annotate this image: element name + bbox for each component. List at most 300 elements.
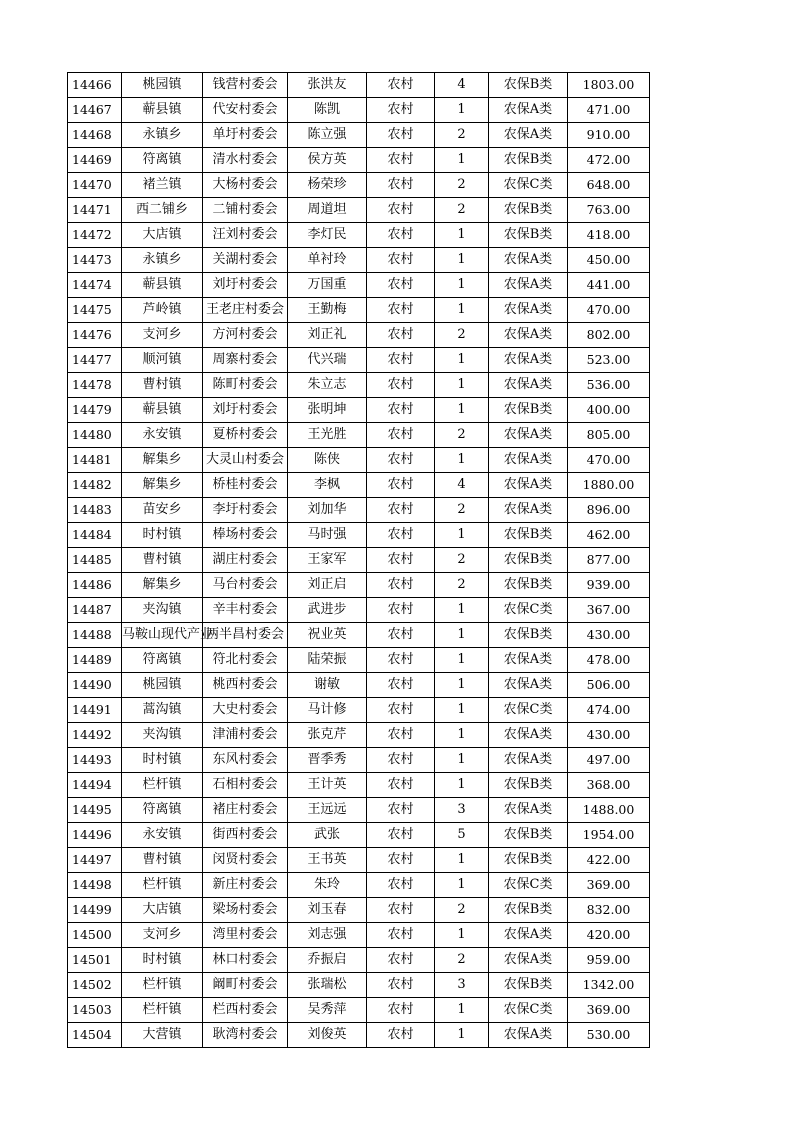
household-count-cell: 1 bbox=[435, 448, 489, 473]
amount-cell: 877.00 bbox=[568, 548, 650, 573]
area-type-cell: 农村 bbox=[367, 673, 435, 698]
area-type-cell: 农村 bbox=[367, 723, 435, 748]
category-cell: 农保A类 bbox=[489, 923, 568, 948]
village-committee-cell: 符北村委会 bbox=[203, 648, 288, 673]
name-cell: 侯方英 bbox=[288, 148, 367, 173]
table-row bbox=[68, 248, 650, 273]
township-cell: 大店镇 bbox=[122, 223, 203, 248]
area-type-cell: 农村 bbox=[367, 823, 435, 848]
household-count-cell: 2 bbox=[435, 948, 489, 973]
table-row bbox=[68, 998, 650, 1023]
village-committee-cell: 刘圩村委会 bbox=[203, 273, 288, 298]
village-committee-cell: 栏西村委会 bbox=[203, 998, 288, 1023]
township-cell: 桃园镇 bbox=[122, 673, 203, 698]
record-id-cell: 14488 bbox=[68, 623, 122, 648]
name-cell: 周道坦 bbox=[288, 198, 367, 223]
amount-cell: 420.00 bbox=[568, 923, 650, 948]
household-count-cell: 2 bbox=[435, 323, 489, 348]
village-committee-cell: 桃西村委会 bbox=[203, 673, 288, 698]
table-row bbox=[68, 673, 650, 698]
village-committee-cell: 汪刘村委会 bbox=[203, 223, 288, 248]
category-cell: 农保A类 bbox=[489, 948, 568, 973]
amount-cell: 506.00 bbox=[568, 673, 650, 698]
area-type-cell: 农村 bbox=[367, 523, 435, 548]
household-count-cell: 2 bbox=[435, 498, 489, 523]
category-cell: 农保B类 bbox=[489, 623, 568, 648]
household-count-cell: 1 bbox=[435, 148, 489, 173]
record-id-cell: 14504 bbox=[68, 1023, 122, 1048]
category-cell: 农保B类 bbox=[489, 398, 568, 423]
household-count-cell: 1 bbox=[435, 398, 489, 423]
township-cell: 曹村镇 bbox=[122, 848, 203, 873]
area-type-cell: 农村 bbox=[367, 248, 435, 273]
record-id-cell: 14501 bbox=[68, 948, 122, 973]
data-table bbox=[67, 72, 650, 1048]
household-count-cell: 1 bbox=[435, 248, 489, 273]
category-cell: 农保B类 bbox=[489, 223, 568, 248]
name-cell: 李枫 bbox=[288, 473, 367, 498]
township-cell: 曹村镇 bbox=[122, 373, 203, 398]
table-row bbox=[68, 298, 650, 323]
area-type-cell: 农村 bbox=[367, 948, 435, 973]
name-cell: 张洪友 bbox=[288, 73, 367, 98]
village-committee-cell: 湾里村委会 bbox=[203, 923, 288, 948]
area-type-cell: 农村 bbox=[367, 273, 435, 298]
name-cell: 陈侠 bbox=[288, 448, 367, 473]
area-type-cell: 农村 bbox=[367, 873, 435, 898]
township-cell: 时村镇 bbox=[122, 523, 203, 548]
village-committee-cell: 褚庄村委会 bbox=[203, 798, 288, 823]
household-count-cell: 1 bbox=[435, 1023, 489, 1048]
table-row bbox=[68, 198, 650, 223]
record-id-cell: 14497 bbox=[68, 848, 122, 873]
village-committee-cell: 夏桥村委会 bbox=[203, 423, 288, 448]
household-count-cell: 2 bbox=[435, 173, 489, 198]
record-id-cell: 14490 bbox=[68, 673, 122, 698]
township-cell: 蒿沟镇 bbox=[122, 698, 203, 723]
name-cell: 李灯民 bbox=[288, 223, 367, 248]
category-cell: 农保C类 bbox=[489, 873, 568, 898]
amount-cell: 418.00 bbox=[568, 223, 650, 248]
record-id-cell: 14477 bbox=[68, 348, 122, 373]
amount-cell: 1342.00 bbox=[568, 973, 650, 998]
area-type-cell: 农村 bbox=[367, 473, 435, 498]
category-cell: 农保B类 bbox=[489, 573, 568, 598]
amount-cell: 471.00 bbox=[568, 98, 650, 123]
village-committee-cell: 两半昌村委会 bbox=[203, 623, 288, 648]
household-count-cell: 4 bbox=[435, 73, 489, 98]
amount-cell: 802.00 bbox=[568, 323, 650, 348]
amount-cell: 497.00 bbox=[568, 748, 650, 773]
record-id-cell: 14502 bbox=[68, 973, 122, 998]
area-type-cell: 农村 bbox=[367, 798, 435, 823]
area-type-cell: 农村 bbox=[367, 598, 435, 623]
record-id-cell: 14486 bbox=[68, 573, 122, 598]
name-cell: 单衬玲 bbox=[288, 248, 367, 273]
township-cell: 栏杆镇 bbox=[122, 773, 203, 798]
record-id-cell: 14475 bbox=[68, 298, 122, 323]
village-committee-cell: 阚町村委会 bbox=[203, 973, 288, 998]
name-cell: 刘加华 bbox=[288, 498, 367, 523]
table-row bbox=[68, 523, 650, 548]
amount-cell: 939.00 bbox=[568, 573, 650, 598]
category-cell: 农保C类 bbox=[489, 998, 568, 1023]
record-id-cell: 14469 bbox=[68, 148, 122, 173]
category-cell: 农保A类 bbox=[489, 798, 568, 823]
category-cell: 农保A类 bbox=[489, 248, 568, 273]
village-committee-cell: 陈町村委会 bbox=[203, 373, 288, 398]
category-cell: 农保A类 bbox=[489, 473, 568, 498]
category-cell: 农保C类 bbox=[489, 598, 568, 623]
area-type-cell: 农村 bbox=[367, 373, 435, 398]
amount-cell: 470.00 bbox=[568, 298, 650, 323]
village-committee-cell: 湖庄村委会 bbox=[203, 548, 288, 573]
record-id-cell: 14468 bbox=[68, 123, 122, 148]
name-cell: 万国重 bbox=[288, 273, 367, 298]
record-id-cell: 14473 bbox=[68, 248, 122, 273]
table-row bbox=[68, 323, 650, 348]
township-cell: 栏杆镇 bbox=[122, 973, 203, 998]
category-cell: 农保B类 bbox=[489, 823, 568, 848]
township-cell: 顺河镇 bbox=[122, 348, 203, 373]
record-id-cell: 14466 bbox=[68, 73, 122, 98]
record-id-cell: 14480 bbox=[68, 423, 122, 448]
category-cell: 农保A类 bbox=[489, 423, 568, 448]
table-row bbox=[68, 473, 650, 498]
name-cell: 朱玲 bbox=[288, 873, 367, 898]
category-cell: 农保B类 bbox=[489, 198, 568, 223]
township-cell: 栏杆镇 bbox=[122, 998, 203, 1023]
name-cell: 张克芹 bbox=[288, 723, 367, 748]
name-cell: 祝业英 bbox=[288, 623, 367, 648]
amount-cell: 896.00 bbox=[568, 498, 650, 523]
amount-cell: 422.00 bbox=[568, 848, 650, 873]
category-cell: 农保B类 bbox=[489, 148, 568, 173]
category-cell: 农保A类 bbox=[489, 273, 568, 298]
table-row bbox=[68, 448, 650, 473]
amount-cell: 805.00 bbox=[568, 423, 650, 448]
township-cell: 永安镇 bbox=[122, 823, 203, 848]
area-type-cell: 农村 bbox=[367, 748, 435, 773]
name-cell: 谢敏 bbox=[288, 673, 367, 698]
record-id-cell: 14478 bbox=[68, 373, 122, 398]
amount-cell: 1880.00 bbox=[568, 473, 650, 498]
record-id-cell: 14479 bbox=[68, 398, 122, 423]
record-id-cell: 14484 bbox=[68, 523, 122, 548]
table-row bbox=[68, 948, 650, 973]
amount-cell: 430.00 bbox=[568, 723, 650, 748]
amount-cell: 959.00 bbox=[568, 948, 650, 973]
household-count-cell: 1 bbox=[435, 273, 489, 298]
area-type-cell: 农村 bbox=[367, 198, 435, 223]
area-type-cell: 农村 bbox=[367, 923, 435, 948]
household-count-cell: 2 bbox=[435, 123, 489, 148]
village-committee-cell: 桥桂村委会 bbox=[203, 473, 288, 498]
village-committee-cell: 李圩村委会 bbox=[203, 498, 288, 523]
amount-cell: 1954.00 bbox=[568, 823, 650, 848]
village-committee-cell: 新庄村委会 bbox=[203, 873, 288, 898]
household-count-cell: 1 bbox=[435, 923, 489, 948]
table-row bbox=[68, 848, 650, 873]
household-count-cell: 1 bbox=[435, 723, 489, 748]
table-row bbox=[68, 823, 650, 848]
table-row bbox=[68, 623, 650, 648]
table-row bbox=[68, 73, 650, 98]
table-row bbox=[68, 923, 650, 948]
category-cell: 农保A类 bbox=[489, 448, 568, 473]
category-cell: 农保A类 bbox=[489, 748, 568, 773]
township-cell: 符离镇 bbox=[122, 148, 203, 173]
village-committee-cell: 马台村委会 bbox=[203, 573, 288, 598]
table-row bbox=[68, 973, 650, 998]
record-id-cell: 14496 bbox=[68, 823, 122, 848]
name-cell: 吴秀萍 bbox=[288, 998, 367, 1023]
category-cell: 农保A类 bbox=[489, 373, 568, 398]
record-id-cell: 14476 bbox=[68, 323, 122, 348]
name-cell: 张瑞松 bbox=[288, 973, 367, 998]
amount-cell: 441.00 bbox=[568, 273, 650, 298]
township-cell: 芦岭镇 bbox=[122, 298, 203, 323]
name-cell: 王书英 bbox=[288, 848, 367, 873]
household-count-cell: 2 bbox=[435, 898, 489, 923]
household-count-cell: 1 bbox=[435, 748, 489, 773]
township-cell: 时村镇 bbox=[122, 948, 203, 973]
amount-cell: 369.00 bbox=[568, 998, 650, 1023]
village-committee-cell: 辛丰村委会 bbox=[203, 598, 288, 623]
amount-cell: 400.00 bbox=[568, 398, 650, 423]
name-cell: 刘正启 bbox=[288, 573, 367, 598]
village-committee-cell: 清水村委会 bbox=[203, 148, 288, 173]
category-cell: 农保A类 bbox=[489, 298, 568, 323]
household-count-cell: 1 bbox=[435, 598, 489, 623]
village-committee-cell: 大杨村委会 bbox=[203, 173, 288, 198]
township-cell: 曹村镇 bbox=[122, 548, 203, 573]
village-committee-cell: 耿湾村委会 bbox=[203, 1023, 288, 1048]
category-cell: 农保A类 bbox=[489, 123, 568, 148]
village-committee-cell: 街西村委会 bbox=[203, 823, 288, 848]
township-cell: 永安镇 bbox=[122, 423, 203, 448]
table-row bbox=[68, 573, 650, 598]
township-cell: 支河乡 bbox=[122, 923, 203, 948]
village-committee-cell: 二铺村委会 bbox=[203, 198, 288, 223]
household-count-cell: 1 bbox=[435, 848, 489, 873]
name-cell: 刘俊英 bbox=[288, 1023, 367, 1048]
village-committee-cell: 代安村委会 bbox=[203, 98, 288, 123]
amount-cell: 462.00 bbox=[568, 523, 650, 548]
village-committee-cell: 周寨村委会 bbox=[203, 348, 288, 373]
village-committee-cell: 闵贤村委会 bbox=[203, 848, 288, 873]
township-cell: 褚兰镇 bbox=[122, 173, 203, 198]
name-cell: 武张 bbox=[288, 823, 367, 848]
name-cell: 王远远 bbox=[288, 798, 367, 823]
township-cell: 栏杆镇 bbox=[122, 873, 203, 898]
record-id-cell: 14503 bbox=[68, 998, 122, 1023]
village-committee-cell: 关湖村委会 bbox=[203, 248, 288, 273]
record-id-cell: 14492 bbox=[68, 723, 122, 748]
area-type-cell: 农村 bbox=[367, 648, 435, 673]
record-id-cell: 14495 bbox=[68, 798, 122, 823]
record-id-cell: 14482 bbox=[68, 473, 122, 498]
village-committee-cell: 刘圩村委会 bbox=[203, 398, 288, 423]
name-cell: 陈凯 bbox=[288, 98, 367, 123]
township-cell: 解集乡 bbox=[122, 448, 203, 473]
record-id-cell: 14470 bbox=[68, 173, 122, 198]
table-row bbox=[68, 648, 650, 673]
amount-cell: 472.00 bbox=[568, 148, 650, 173]
category-cell: 农保C类 bbox=[489, 698, 568, 723]
record-id-cell: 14485 bbox=[68, 548, 122, 573]
record-id-cell: 14489 bbox=[68, 648, 122, 673]
area-type-cell: 农村 bbox=[367, 98, 435, 123]
area-type-cell: 农村 bbox=[367, 698, 435, 723]
name-cell: 陆荣振 bbox=[288, 648, 367, 673]
amount-cell: 1488.00 bbox=[568, 798, 650, 823]
household-count-cell: 1 bbox=[435, 373, 489, 398]
record-id-cell: 14472 bbox=[68, 223, 122, 248]
table-row bbox=[68, 148, 650, 173]
area-type-cell: 农村 bbox=[367, 123, 435, 148]
household-count-cell: 5 bbox=[435, 823, 489, 848]
area-type-cell: 农村 bbox=[367, 498, 435, 523]
name-cell: 朱立志 bbox=[288, 373, 367, 398]
name-cell: 王家军 bbox=[288, 548, 367, 573]
record-id-cell: 14483 bbox=[68, 498, 122, 523]
category-cell: 农保B类 bbox=[489, 548, 568, 573]
township-cell: 西二铺乡 bbox=[122, 198, 203, 223]
amount-cell: 648.00 bbox=[568, 173, 650, 198]
table-row bbox=[68, 873, 650, 898]
area-type-cell: 农村 bbox=[367, 548, 435, 573]
village-committee-cell: 大史村委会 bbox=[203, 698, 288, 723]
amount-cell: 536.00 bbox=[568, 373, 650, 398]
category-cell: 农保B类 bbox=[489, 773, 568, 798]
area-type-cell: 农村 bbox=[367, 998, 435, 1023]
village-committee-cell: 林口村委会 bbox=[203, 948, 288, 973]
area-type-cell: 农村 bbox=[367, 1023, 435, 1048]
township-cell: 永镇乡 bbox=[122, 123, 203, 148]
name-cell: 马时强 bbox=[288, 523, 367, 548]
category-cell: 农保A类 bbox=[489, 323, 568, 348]
area-type-cell: 农村 bbox=[367, 848, 435, 873]
township-cell: 解集乡 bbox=[122, 573, 203, 598]
amount-cell: 832.00 bbox=[568, 898, 650, 923]
amount-cell: 368.00 bbox=[568, 773, 650, 798]
household-count-cell: 3 bbox=[435, 973, 489, 998]
household-count-cell: 2 bbox=[435, 573, 489, 598]
record-id-cell: 14481 bbox=[68, 448, 122, 473]
household-count-cell: 1 bbox=[435, 298, 489, 323]
record-id-cell: 14493 bbox=[68, 748, 122, 773]
category-cell: 农保B类 bbox=[489, 898, 568, 923]
village-committee-cell: 石相村委会 bbox=[203, 773, 288, 798]
record-id-cell: 14487 bbox=[68, 598, 122, 623]
household-count-cell: 1 bbox=[435, 773, 489, 798]
amount-cell: 430.00 bbox=[568, 623, 650, 648]
table-body bbox=[68, 73, 650, 1048]
table-row bbox=[68, 423, 650, 448]
name-cell: 马计修 bbox=[288, 698, 367, 723]
area-type-cell: 农村 bbox=[367, 398, 435, 423]
table-row bbox=[68, 98, 650, 123]
amount-cell: 369.00 bbox=[568, 873, 650, 898]
table-row bbox=[68, 798, 650, 823]
category-cell: 农保B类 bbox=[489, 973, 568, 998]
table-row bbox=[68, 373, 650, 398]
name-cell: 杨荣珍 bbox=[288, 173, 367, 198]
township-cell: 解集乡 bbox=[122, 473, 203, 498]
name-cell: 张明坤 bbox=[288, 398, 367, 423]
township-cell: 大店镇 bbox=[122, 898, 203, 923]
amount-cell: 450.00 bbox=[568, 248, 650, 273]
amount-cell: 530.00 bbox=[568, 1023, 650, 1048]
name-cell: 代兴瑞 bbox=[288, 348, 367, 373]
name-cell: 武进步 bbox=[288, 598, 367, 623]
record-id-cell: 14474 bbox=[68, 273, 122, 298]
category-cell: 农保A类 bbox=[489, 723, 568, 748]
table-row bbox=[68, 273, 650, 298]
household-count-cell: 1 bbox=[435, 698, 489, 723]
name-cell: 王光胜 bbox=[288, 423, 367, 448]
village-committee-cell: 东风村委会 bbox=[203, 748, 288, 773]
area-type-cell: 农村 bbox=[367, 448, 435, 473]
table-row bbox=[68, 723, 650, 748]
household-count-cell: 1 bbox=[435, 873, 489, 898]
name-cell: 陈立强 bbox=[288, 123, 367, 148]
amount-cell: 523.00 bbox=[568, 348, 650, 373]
township-cell: 桃园镇 bbox=[122, 73, 203, 98]
record-id-cell: 14499 bbox=[68, 898, 122, 923]
area-type-cell: 农村 bbox=[367, 298, 435, 323]
category-cell: 农保B类 bbox=[489, 523, 568, 548]
area-type-cell: 农村 bbox=[367, 573, 435, 598]
household-count-cell: 1 bbox=[435, 998, 489, 1023]
township-cell: 大营镇 bbox=[122, 1023, 203, 1048]
category-cell: 农保A类 bbox=[489, 648, 568, 673]
table-row bbox=[68, 773, 650, 798]
area-type-cell: 农村 bbox=[367, 223, 435, 248]
category-cell: 农保A类 bbox=[489, 498, 568, 523]
village-committee-cell: 津浦村委会 bbox=[203, 723, 288, 748]
household-count-cell: 4 bbox=[435, 473, 489, 498]
township-cell: 时村镇 bbox=[122, 748, 203, 773]
category-cell: 农保A类 bbox=[489, 1023, 568, 1048]
township-cell: 蕲县镇 bbox=[122, 98, 203, 123]
table-row bbox=[68, 698, 650, 723]
record-id-cell: 14467 bbox=[68, 98, 122, 123]
category-cell: 农保A类 bbox=[489, 673, 568, 698]
category-cell: 农保A类 bbox=[489, 348, 568, 373]
table-row bbox=[68, 348, 650, 373]
village-committee-cell: 单圩村委会 bbox=[203, 123, 288, 148]
household-count-cell: 1 bbox=[435, 348, 489, 373]
township-cell: 永镇乡 bbox=[122, 248, 203, 273]
area-type-cell: 农村 bbox=[367, 323, 435, 348]
area-type-cell: 农村 bbox=[367, 623, 435, 648]
amount-cell: 474.00 bbox=[568, 698, 650, 723]
table-row bbox=[68, 748, 650, 773]
amount-cell: 763.00 bbox=[568, 198, 650, 223]
township-cell: 蕲县镇 bbox=[122, 398, 203, 423]
household-count-cell: 2 bbox=[435, 423, 489, 448]
record-id-cell: 14491 bbox=[68, 698, 122, 723]
area-type-cell: 农村 bbox=[367, 898, 435, 923]
amount-cell: 1803.00 bbox=[568, 73, 650, 98]
township-cell: 夹沟镇 bbox=[122, 598, 203, 623]
name-cell: 王计英 bbox=[288, 773, 367, 798]
amount-cell: 910.00 bbox=[568, 123, 650, 148]
village-committee-cell: 王老庄村委会 bbox=[203, 298, 288, 323]
household-count-cell: 1 bbox=[435, 623, 489, 648]
